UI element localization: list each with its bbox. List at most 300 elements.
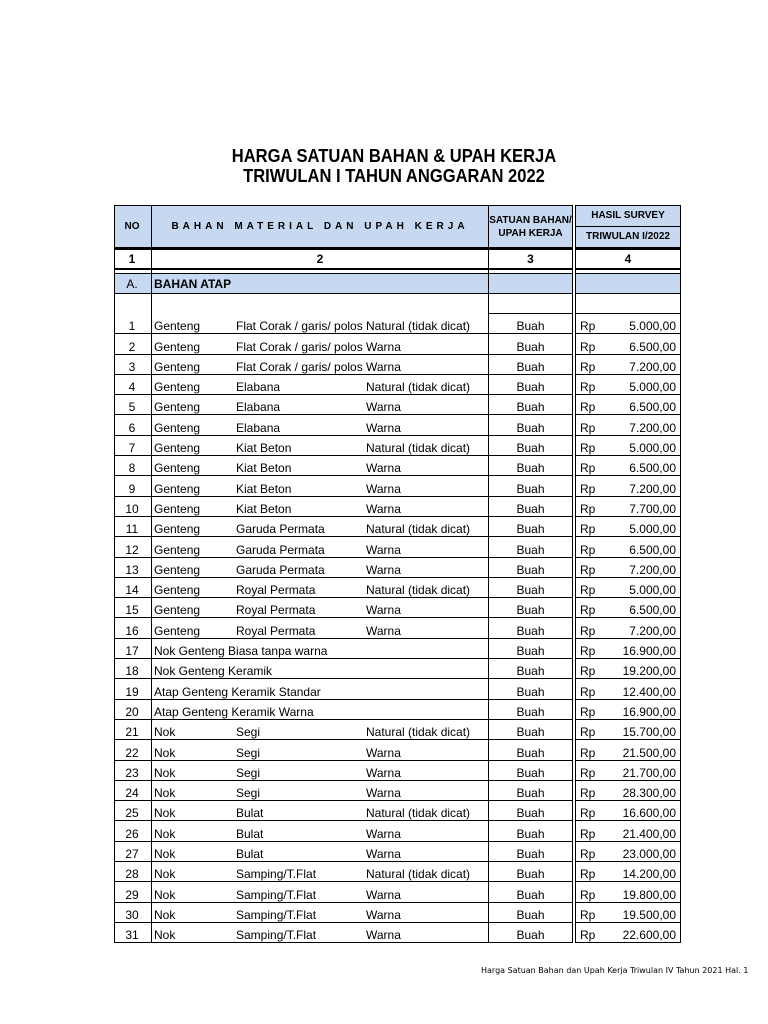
row-item [152, 862, 489, 882]
table-row [114, 476, 681, 496]
item-type: Royal Permata [236, 583, 316, 598]
row-item [152, 314, 489, 334]
row-unit: Buah [489, 558, 573, 578]
column-number-2: 2 [152, 248, 489, 270]
document-title-line1: HARGA SATUAN BAHAN & UPAH KERJA [231, 146, 557, 166]
item-color: Warna [366, 400, 401, 415]
item-type: Bulat [236, 826, 264, 841]
row-number: 10 [114, 497, 152, 517]
table-row [114, 821, 681, 841]
table-row [114, 537, 681, 557]
item-name: Nok [154, 867, 176, 882]
price-value: 22.600,00 [622, 928, 676, 943]
row-number: 4 [114, 375, 152, 395]
item-color: Natural (tidak dicat) [366, 522, 471, 537]
row-unit: Buah [489, 497, 573, 517]
row-item [152, 395, 489, 415]
item-name: Nok [154, 847, 176, 862]
price-value: 7.700,00 [629, 501, 676, 516]
row-price [576, 862, 681, 882]
item-type: Bulat [236, 806, 264, 821]
column-number-3: 3 [489, 248, 573, 270]
row-number: 18 [114, 659, 152, 679]
item-type: Elabana [236, 400, 281, 415]
item-color: Natural (tidak dicat) [366, 806, 471, 821]
row-price [576, 761, 681, 781]
price-value: 16.600,00 [622, 806, 676, 821]
item-color: Warna [366, 603, 401, 618]
table-row [114, 334, 681, 354]
row-unit: Buah [489, 375, 573, 395]
row-price [576, 659, 681, 679]
row-unit: Buah [489, 537, 573, 557]
header-survey-line2: TRIWULAN I/2022 [576, 226, 680, 247]
item-name: Genteng [154, 359, 201, 374]
row-unit: Buah [489, 903, 573, 923]
price-table-body [114, 205, 681, 943]
row-number: 22 [114, 740, 152, 760]
table-row [114, 456, 681, 476]
table-row [114, 618, 681, 638]
row-number: 11 [114, 517, 152, 537]
table-row [114, 395, 681, 415]
item-name: Genteng [154, 339, 201, 354]
row-price [576, 882, 681, 902]
table-row [114, 903, 681, 923]
row-price [576, 355, 681, 375]
currency-label: Rp [580, 664, 596, 679]
row-price [576, 801, 681, 821]
item-type: Flat Corak / garis/ polos [236, 359, 363, 374]
price-value: 28.300,00 [622, 786, 676, 801]
item-name: Nok [154, 745, 176, 760]
row-unit: Buah [489, 618, 573, 638]
price-value: 7.200,00 [629, 420, 676, 435]
row-unit: Buah [489, 334, 573, 354]
item-name: Genteng [154, 380, 201, 395]
row-unit: Buah [489, 781, 573, 801]
item-type: Flat Corak / garis/ polos [236, 319, 363, 334]
row-price [576, 517, 681, 537]
item-color: Warna [366, 745, 401, 760]
section-header-row [114, 273, 681, 294]
item-color: Natural (tidak dicat) [366, 319, 471, 334]
currency-label: Rp [580, 826, 596, 841]
row-item [152, 537, 489, 557]
currency-label: Rp [580, 542, 596, 557]
row-price [576, 842, 681, 862]
item-type: Garuda Permata [236, 562, 325, 577]
table-row [114, 761, 681, 781]
row-number: 2 [114, 334, 152, 354]
row-number: 3 [114, 355, 152, 375]
row-item [152, 842, 489, 862]
row-number: 24 [114, 781, 152, 801]
table-row [114, 314, 681, 334]
currency-label: Rp [580, 725, 596, 740]
row-number: 20 [114, 700, 152, 720]
price-value: 5.000,00 [629, 319, 676, 334]
table-row [114, 659, 681, 679]
currency-label: Rp [580, 522, 596, 537]
row-price [576, 679, 681, 699]
section-title: BAHAN ATAP [152, 273, 489, 294]
item-type: Elabana [236, 380, 281, 395]
row-item [152, 923, 489, 943]
currency-label: Rp [580, 461, 596, 476]
price-value: 7.200,00 [629, 562, 676, 577]
row-number: 6 [114, 415, 152, 435]
row-item [152, 578, 489, 598]
row-unit: Buah [489, 314, 573, 334]
currency-label: Rp [580, 319, 596, 334]
row-number: 29 [114, 882, 152, 902]
row-unit: Buah [489, 395, 573, 415]
row-number: 5 [114, 395, 152, 415]
row-price [576, 720, 681, 740]
table-row [114, 740, 681, 760]
row-price [576, 700, 681, 720]
row-number: 31 [114, 923, 152, 943]
price-value: 21.700,00 [622, 765, 676, 780]
row-item [152, 903, 489, 923]
table-row [114, 375, 681, 395]
row-number: 19 [114, 679, 152, 699]
item-type: Samping/T.Flat [236, 867, 317, 882]
row-item [152, 618, 489, 638]
item-type: Segi [236, 725, 261, 740]
row-item [152, 659, 489, 679]
price-value: 12.400,00 [622, 684, 676, 699]
row-unit: Buah [489, 882, 573, 902]
price-value: 7.200,00 [629, 359, 676, 374]
table-row [114, 679, 681, 699]
item-type: Segi [236, 745, 261, 760]
item-type: Elabana [236, 420, 281, 435]
item-color: Warna [366, 420, 401, 435]
row-item [152, 415, 489, 435]
row-number: 30 [114, 903, 152, 923]
row-unit: Buah [489, 821, 573, 841]
row-price [576, 375, 681, 395]
price-value: 21.500,00 [622, 745, 676, 760]
item-type: Kiat Beton [236, 461, 292, 476]
table-row [114, 882, 681, 902]
header-satuan [489, 205, 573, 248]
header-item: BAHAN MATERIAL DAN UPAH KERJA [152, 205, 489, 248]
row-unit: Buah [489, 436, 573, 456]
item-name: Genteng [154, 420, 201, 435]
row-number: 9 [114, 476, 152, 496]
row-number: 8 [114, 456, 152, 476]
price-value: 21.400,00 [622, 826, 676, 841]
item-name: Genteng [154, 562, 201, 577]
table-row [114, 415, 681, 435]
currency-label: Rp [580, 644, 596, 659]
row-unit: Buah [489, 355, 573, 375]
item-color: Warna [366, 928, 401, 943]
table-row [114, 720, 681, 740]
row-unit: Buah [489, 923, 573, 943]
row-price [576, 558, 681, 578]
row-number: 25 [114, 801, 152, 821]
currency-label: Rp [580, 765, 596, 780]
row-item [152, 558, 489, 578]
item-type: Garuda Permata [236, 522, 325, 537]
item-name: Genteng [154, 583, 201, 598]
item-type [327, 644, 457, 658]
row-number: 27 [114, 842, 152, 862]
row-unit: Buah [489, 578, 573, 598]
price-table [114, 205, 681, 943]
item-type: Kiat Beton [236, 441, 292, 456]
row-item [152, 334, 489, 354]
row-item [152, 761, 489, 781]
row-unit: Buah [489, 415, 573, 435]
price-value: 5.000,00 [629, 583, 676, 598]
row-item [152, 740, 489, 760]
row-price [576, 395, 681, 415]
row-unit: Buah [489, 801, 573, 821]
row-item [152, 801, 489, 821]
table-row [114, 862, 681, 882]
row-unit: Buah [489, 740, 573, 760]
table-row [114, 801, 681, 821]
item-name: Nok [154, 765, 176, 780]
row-unit: Buah [489, 456, 573, 476]
currency-label: Rp [580, 806, 596, 821]
table-row [114, 517, 681, 537]
row-price [576, 598, 681, 618]
price-value: 15.700,00 [622, 725, 676, 740]
currency-label: Rp [580, 481, 596, 496]
price-value: 19.200,00 [622, 664, 676, 679]
currency-label: Rp [580, 583, 596, 598]
item-name: Genteng [154, 603, 201, 618]
item-color: Warna [366, 339, 401, 354]
row-price [576, 436, 681, 456]
row-price [576, 740, 681, 760]
row-number: 17 [114, 639, 152, 659]
row-number: 23 [114, 761, 152, 781]
row-price [576, 639, 681, 659]
price-value: 7.200,00 [629, 481, 676, 496]
currency-label: Rp [580, 867, 596, 882]
row-unit: Buah [489, 679, 573, 699]
currency-label: Rp [580, 420, 596, 435]
item-color: Warna [366, 826, 401, 841]
item-color: Warna [366, 501, 401, 516]
row-price [576, 497, 681, 517]
header-no: NO [114, 205, 152, 248]
item-color: Warna [366, 542, 401, 557]
currency-label: Rp [580, 603, 596, 618]
table-row [114, 842, 681, 862]
item-name: Genteng [154, 319, 201, 334]
row-price [576, 821, 681, 841]
header-satuan-line1: SATUAN BAHAN/ [489, 214, 572, 226]
header-satuan-line2: UPAH KERJA [498, 227, 563, 239]
table-row [114, 436, 681, 456]
currency-label: Rp [580, 907, 596, 922]
currency-label: Rp [580, 684, 596, 699]
row-number: 1 [114, 314, 152, 334]
item-type: Segi [236, 786, 261, 801]
row-item [152, 436, 489, 456]
currency-label: Rp [580, 562, 596, 577]
table-row [114, 558, 681, 578]
item-color: Warna [366, 481, 401, 496]
currency-label: Rp [580, 623, 596, 638]
item-color: Warna [366, 461, 401, 476]
item-color: Warna [366, 765, 401, 780]
row-number: 15 [114, 598, 152, 618]
item-color: Warna [366, 887, 401, 902]
item-name: Genteng [154, 501, 201, 516]
currency-label: Rp [580, 380, 596, 395]
row-item [152, 517, 489, 537]
row-number: 7 [114, 436, 152, 456]
item-type: Garuda Permata [236, 542, 325, 557]
item-name: Genteng [154, 522, 201, 537]
item-type: Flat Corak / garis/ polos [236, 339, 363, 354]
row-unit: Buah [489, 476, 573, 496]
item-name: Genteng [154, 441, 201, 456]
row-item [152, 456, 489, 476]
row-price [576, 781, 681, 801]
item-color: Warna [366, 623, 401, 638]
item-color: Natural (tidak dicat) [366, 725, 471, 740]
price-value: 19.500,00 [622, 907, 676, 922]
header-survey-line1: HASIL SURVEY [591, 210, 665, 221]
row-number: 14 [114, 578, 152, 598]
table-row [114, 700, 681, 720]
item-color: Natural (tidak dicat) [366, 380, 471, 395]
item-type: Kiat Beton [236, 481, 292, 496]
item-type [314, 705, 444, 719]
row-item [152, 679, 489, 699]
document-title-line2: TRIWULAN I TAHUN ANGGARAN 2022 [243, 166, 545, 186]
item-type: Kiat Beton [236, 501, 292, 516]
row-unit: Buah [489, 598, 573, 618]
row-unit: Buah [489, 761, 573, 781]
header-survey [576, 205, 681, 248]
item-name: Nok [154, 786, 176, 801]
row-unit: Buah [489, 659, 573, 679]
item-name: Genteng [154, 623, 201, 638]
table-row [114, 578, 681, 598]
item-type: Segi [236, 765, 261, 780]
row-item [152, 821, 489, 841]
item-type [321, 685, 451, 699]
price-value: 6.500,00 [629, 400, 676, 415]
price-value: 14.200,00 [622, 867, 676, 882]
item-color: Warna [366, 359, 401, 374]
item-color: Natural (tidak dicat) [366, 441, 471, 456]
item-color: Warna [366, 562, 401, 577]
row-item [152, 720, 489, 740]
currency-label: Rp [580, 704, 596, 719]
table-row [114, 355, 681, 375]
row-item [152, 781, 489, 801]
row-price [576, 415, 681, 435]
currency-label: Rp [580, 847, 596, 862]
item-type: Royal Permata [236, 603, 316, 618]
row-number: 13 [114, 558, 152, 578]
row-number: 16 [114, 618, 152, 638]
currency-label: Rp [580, 441, 596, 456]
currency-label: Rp [580, 359, 596, 374]
column-number-1: 1 [114, 248, 152, 270]
price-value: 6.500,00 [629, 339, 676, 354]
price-value: 5.000,00 [629, 441, 676, 456]
item-type: Samping/T.Flat [236, 907, 317, 922]
currency-label: Rp [580, 339, 596, 354]
column-number-row [114, 248, 681, 270]
price-value: 16.900,00 [622, 704, 676, 719]
item-name: Genteng [154, 400, 201, 415]
table-header-row [114, 205, 681, 248]
row-unit: Buah [489, 842, 573, 862]
row-unit: Buah [489, 720, 573, 740]
currency-label: Rp [580, 400, 596, 415]
item-name: Nok [154, 928, 176, 943]
currency-label: Rp [580, 887, 596, 902]
price-value: 6.500,00 [629, 603, 676, 618]
item-type: Samping/T.Flat [236, 887, 317, 902]
item-name: Nok Genteng Biasa tanpa warna [154, 644, 328, 659]
row-price [576, 903, 681, 923]
item-type: Royal Permata [236, 623, 316, 638]
price-value: 7.200,00 [629, 623, 676, 638]
currency-label: Rp [580, 501, 596, 516]
currency-label: Rp [580, 786, 596, 801]
column-number-4: 4 [576, 248, 681, 270]
row-item [152, 497, 489, 517]
row-unit: Buah [489, 862, 573, 882]
blank-row [114, 294, 681, 314]
row-unit: Buah [489, 700, 573, 720]
price-value: 6.500,00 [629, 542, 676, 557]
item-color: Warna [366, 847, 401, 862]
page-footer: Harga Satuan Bahan dan Upah Kerja Triwulan IV Tahun 2021 Hal. 1 [481, 966, 749, 975]
item-name: Nok [154, 826, 176, 841]
table-row [114, 923, 681, 943]
row-number: 21 [114, 720, 152, 740]
item-color: Natural (tidak dicat) [366, 867, 471, 882]
item-color: Warna [366, 786, 401, 801]
row-item [152, 355, 489, 375]
currency-label: Rp [580, 928, 596, 943]
item-name: Atap Genteng Keramik Warna [154, 704, 314, 719]
item-name: Nok [154, 907, 176, 922]
currency-label: Rp [580, 745, 596, 760]
price-value: 23.000,00 [622, 847, 676, 862]
table-row [114, 639, 681, 659]
item-type: Bulat [236, 847, 264, 862]
item-name: Nok [154, 806, 176, 821]
price-value: 19.800,00 [622, 887, 676, 902]
table-row [114, 781, 681, 801]
row-price [576, 314, 681, 334]
item-name: Genteng [154, 461, 201, 476]
item-type [272, 664, 402, 678]
row-item [152, 639, 489, 659]
row-number: 26 [114, 821, 152, 841]
row-price [576, 537, 681, 557]
price-value: 16.900,00 [622, 644, 676, 659]
item-name: Nok [154, 887, 176, 902]
